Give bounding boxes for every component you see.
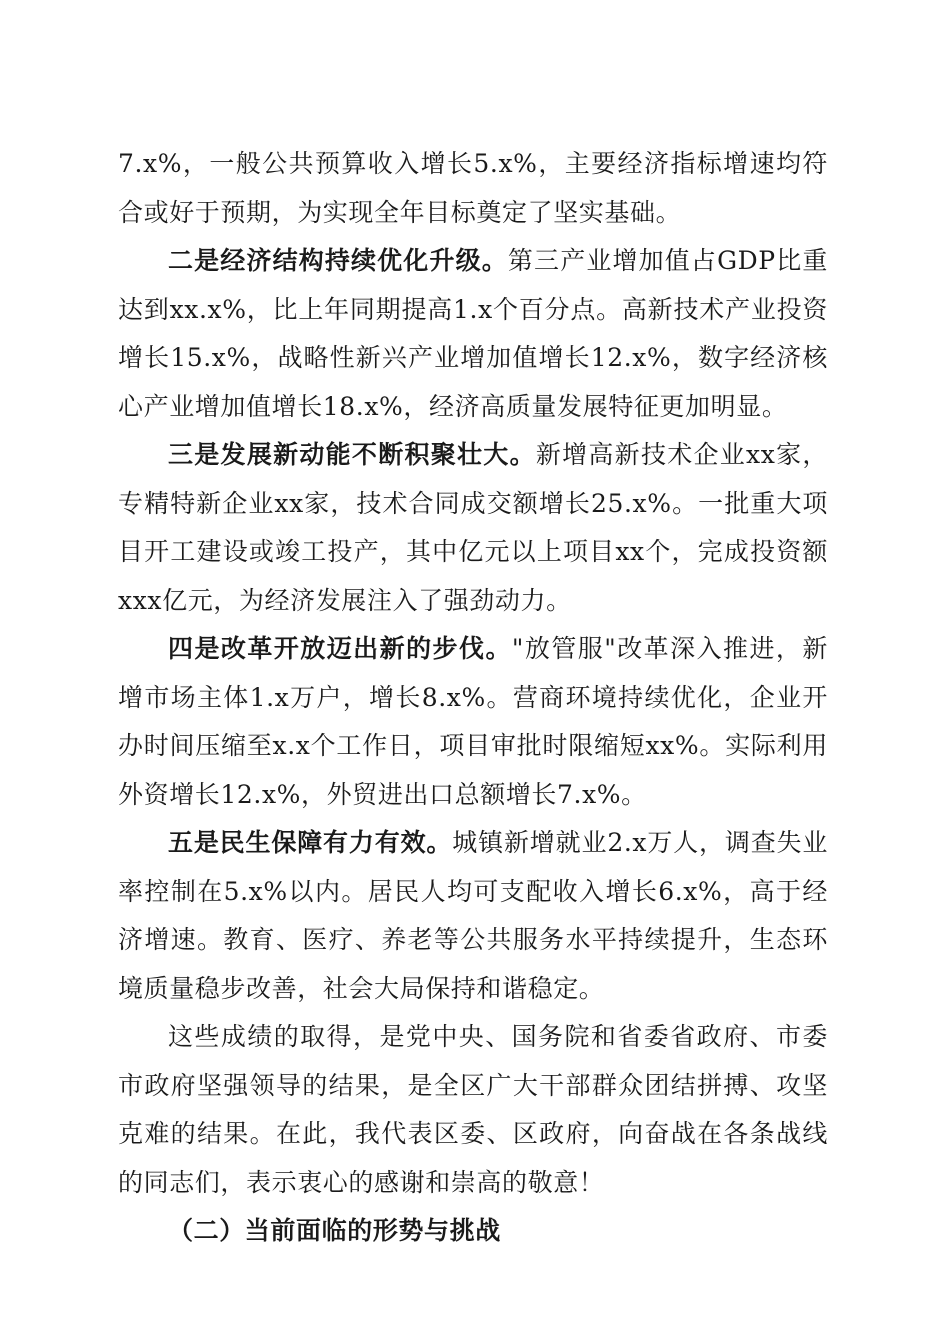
paragraph-lead: 四是改革开放迈出新的步伐。: [168, 634, 512, 663]
paragraph-livelihood: [118, 819, 828, 1013]
paragraph-continuation: [118, 140, 828, 237]
paragraph-text: "放管服"改革深入推进，新增市场主体1.x万户，增长8.x%。营商环境持续优化，企业开办时间压缩至x.x个工作日，项目审批时限缩短xx%。实际利用外资增长12.x%，外贸进出口总额增长7.x%。: [118, 634, 828, 809]
paragraph-text: 7.x%，一般公共预算收入增长5.x%，主要经济指标增速均符合或好于预期，为实现全年目标奠定了坚实基础。: [118, 149, 828, 227]
paragraph-text: 城镇新增就业2.x万人，调查失业率控制在5.x%以内。居民人均可支配收入增长6.x%，高于经济增速。教育、医疗、养老等公共服务水平持续提升，生态环境质量稳步改善，社会大局保持和谐稳定。: [118, 828, 828, 1003]
paragraph-lead: 五是民生保障有力有效。: [168, 828, 453, 857]
paragraph-acknowledgement: [118, 1013, 828, 1207]
paragraph-new-momentum: [118, 431, 828, 625]
section-heading: （二）当前面临的形势与挑战: [168, 1216, 501, 1245]
paragraph-lead: 二是经济结构持续优化升级。: [168, 246, 508, 275]
paragraph-economic-structure: [118, 237, 828, 431]
paragraph-text: 这些成绩的取得，是党中央、国务院和省委省政府、市委市政府坚强领导的结果，是全区广大干部群众团结拼搏、攻坚克难的结果。在此，我代表区委、区政府，向奋战在各条战线的同志们，表示衷心的感谢和崇高的敬意！: [118, 1022, 828, 1197]
paragraph-reform-opening: [118, 625, 828, 819]
paragraph-text: 第三产业增加值占GDP比重达到xx.x%，比上年同期提高1.x个百分点。高新技术产业投资增长15.x%，战略性新兴产业增加值增长12.x%，数字经济核心产业增加值增长18.x%，经济高质量发展特征更加明显。: [118, 246, 828, 421]
paragraph-lead: 三是发展新动能不断积聚壮大。: [168, 440, 536, 469]
document-body: [118, 140, 828, 1256]
paragraph-text: 新增高新技术企业xx家，专精特新企业xx家，技术合同成交额增长25.x%。一批重大项目开工建设或竣工投产，其中亿元以上项目xx个，完成投资额xxx亿元，为经济发展注入了强劲动力。: [118, 440, 828, 615]
